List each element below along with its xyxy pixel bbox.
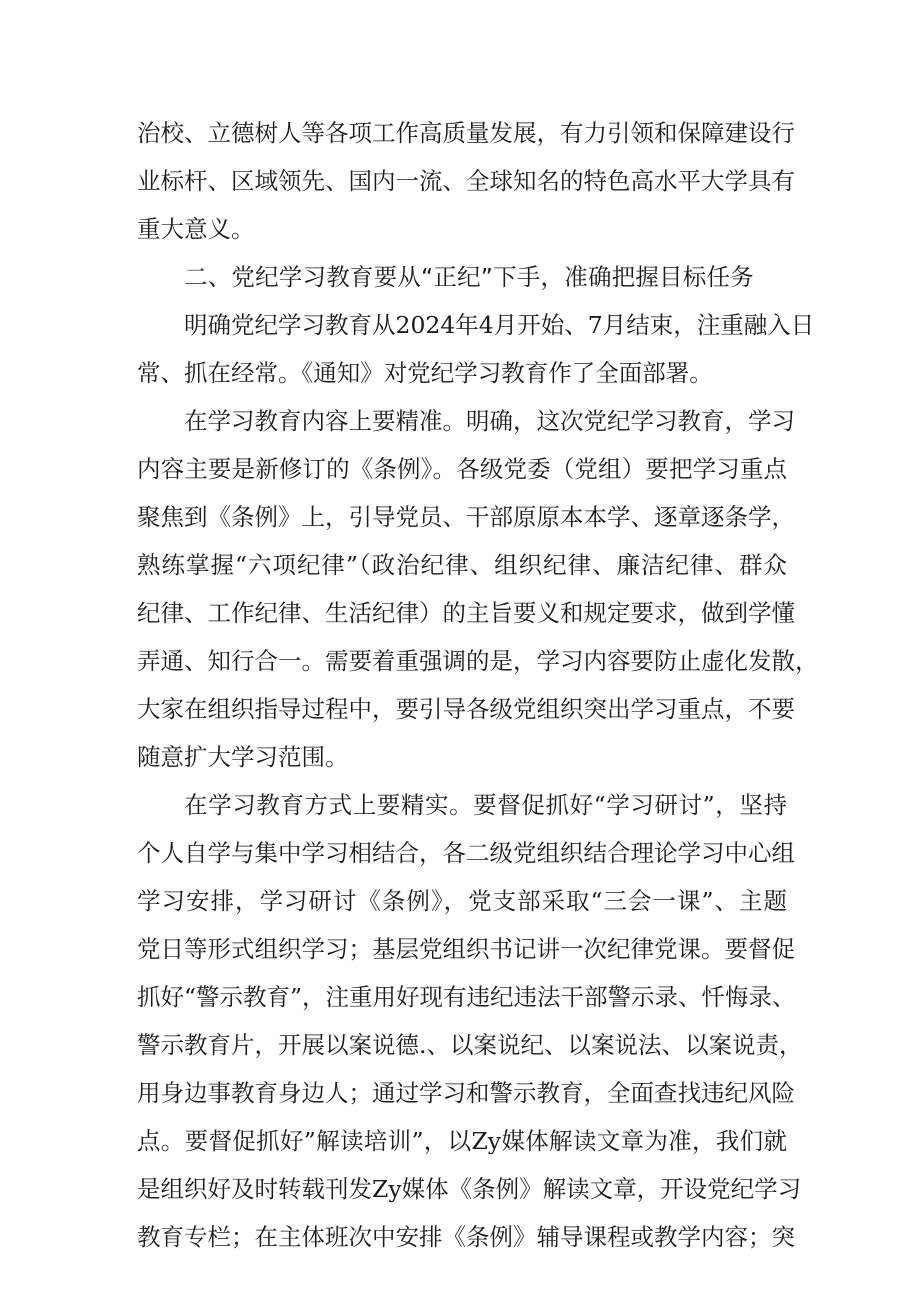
text-line: 常、抓在经常。《通知》对党纪学习教育作了全面部署。 — [137, 359, 713, 387]
text-line: 明确党纪学习教育从2024年4月开始、7月结束，注重融入日 — [184, 311, 815, 339]
text-line: 党日等形式组织学习；基层党组织书记讲一次纪律党课。要督促 — [137, 935, 795, 963]
text-line: 治校、立德树人等各项工作高质量发展，有力引领和保障建设行 — [137, 119, 795, 147]
text-line: 警示教育片，开展以案说德.、以案说纪、以案说法、以案说责， — [137, 1031, 803, 1059]
text-line: 在学习教育方式上要精实。要督促抓好“学习研讨”，坚持 — [184, 791, 787, 819]
text-line: 学习安排，学习研讨《条例》，党支部采取“三会一课”、主题 — [137, 887, 787, 915]
text-line: 在学习教育内容上要精准。明确，这次党纪学习教育，学习 — [184, 407, 795, 435]
text-line: 抓好“警示教育”，注重用好现有违纪违法干部警示录、忏悔录、 — [137, 983, 796, 1011]
text-line: 聚焦到《条例》上，引导党员、干部原原本本学、逐章逐条学， — [137, 503, 795, 531]
text-line: 纪律、工作纪律、生活纪律）的主旨要义和规定要求，做到学懂 — [137, 599, 795, 627]
text-line: 大家在组织指导过程中，要引导各级党组织突出学习重点，不要 — [137, 695, 795, 723]
text-line: 弄通、知行合一。需要着重强调的是，学习内容要防止虚化发散， — [137, 647, 819, 675]
text-line: 个人自学与集中学习相结合，各二级党组织结合理论学习中心组 — [137, 839, 795, 867]
text-line: 重大意义。 — [137, 215, 255, 243]
section-heading: 二、党纪学习教育要从“正纪”下手，准确把握目标任务 — [184, 263, 754, 291]
document-body — [137, 109, 819, 1261]
text-line: 点。要督促抓好”解读培训”，以Zy媒体解读文章为准，我们就 — [137, 1127, 787, 1155]
text-line: 内容主要是新修订的《条例》。各级党委（党组）要把学习重点 — [137, 455, 787, 483]
text-line: 业标杆、区域领先、国内一流、全球知名的特色高水平大学具有 — [137, 167, 795, 195]
text-line: 是组织好及时转载刊发Zy媒体《条例》解读文章，开设党纪学习 — [137, 1175, 802, 1203]
text-line: 用身边事教育身边人；通过学习和警示教育，全面查找违纪风险 — [137, 1079, 795, 1107]
text-line: 教育专栏；在主体班次中安排《条例》辅导课程或教学内容；突 — [137, 1223, 795, 1251]
text-line: 熟练掌握“六项纪律”（政治纪律、组织纪律、廉洁纪律、群众 — [137, 551, 787, 579]
text-line: 随意扩大学习范围。 — [137, 743, 349, 771]
